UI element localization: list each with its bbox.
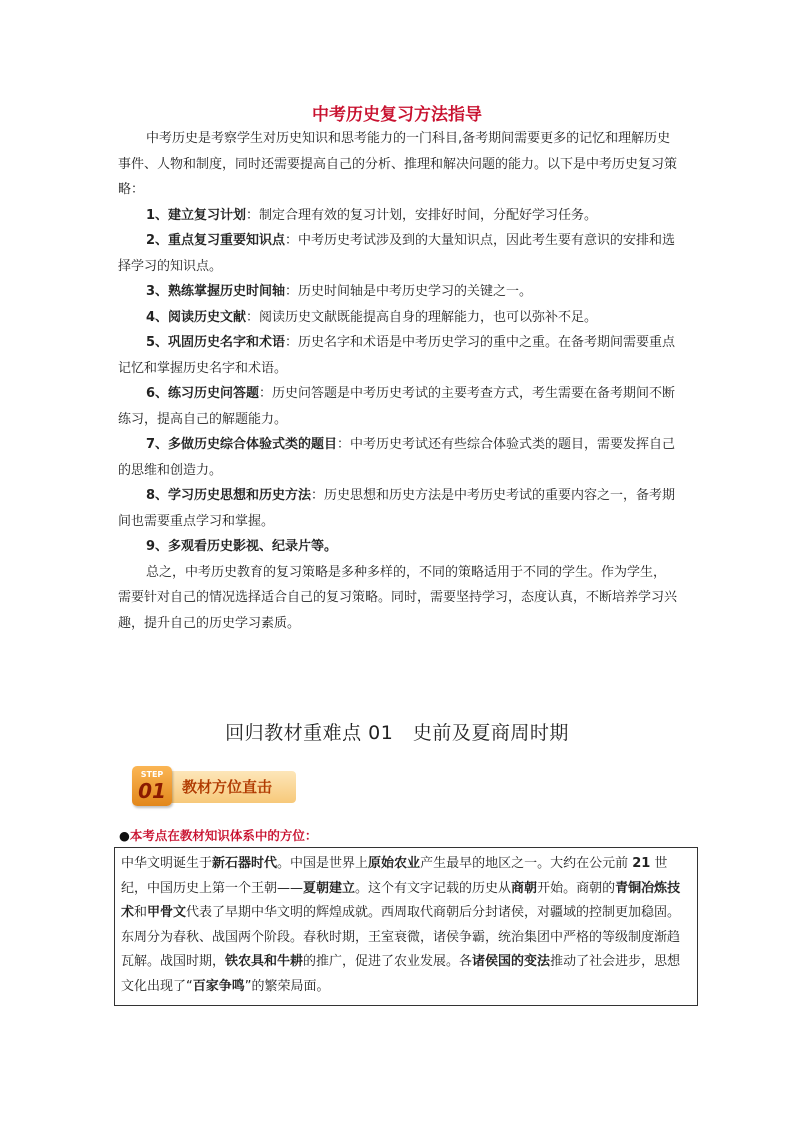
- box-text: 和: [134, 905, 148, 920]
- box-text: 。中国是世界上: [277, 856, 369, 871]
- strategy-label: 3、熟练掌握历史时间轴: [146, 284, 286, 299]
- strategy-text: ：历史思想和历史方法是中考历史考试的重要内容之一，备考期间也需要重点学习和掌握。: [118, 488, 676, 529]
- strategy-text: ：中考历史考试涉及到的大量知识点，因此考生要有意识的安排和选择学习的知识点。: [118, 233, 676, 274]
- box-text: 代表了早期中华文明的辉煌成就。西周取代商朝后分封诸侯，对疆域的控制更加稳固。东周分为春秋、战国两个阶段。春秋时期，王室衰微，诸侯争霸，统治集团中严格的等级制度渐趋瓦解。战国时期，: [121, 905, 681, 969]
- bullet-heading: [119, 826, 317, 844]
- strategy-text: ：阅读历史文献既能提高自身的理解能力，也可以弥补不足。: [246, 309, 598, 325]
- key-term: 21: [632, 856, 651, 871]
- key-term: 商朝: [511, 880, 538, 896]
- key-term: 甲骨文: [147, 905, 187, 920]
- conclusion-paragraph: 总之，中考历史教育的复习策略是多种多样的，不同的策略适用于不同的学生。作为学生，需要针对自己的情况选择适合自己的复习策略。同时，需要坚持学习，态度认真，不断培养学习兴趣，提升自己的历史学习素质。: [118, 564, 678, 631]
- strategy-text: ：历史时间轴是中考历史学习的关键之一。: [285, 284, 533, 299]
- strategy-text: ：制定合理有效的复习计划，安排好时间，分配好学习任务。: [246, 207, 598, 223]
- bullet-dot-icon: ●: [119, 828, 130, 843]
- box-text: ”的繁荣局面。: [244, 978, 330, 994]
- intro-paragraph: 中考历史是考察学生对历史知识和思考能力的一门科目,备考期间需要更多的记忆和理解历史事件、人物和制度，同时还需要提高自己的分析、推理和解决问题的能力。以下是中考历史复习策略：: [118, 131, 678, 197]
- strategy-item: [118, 279, 678, 305]
- strategy-label: 5、巩固历史名字和术语: [146, 335, 286, 350]
- knowledge-box: [114, 847, 698, 1006]
- document-body: [118, 126, 678, 636]
- box-text: 开始。商朝的: [537, 880, 616, 896]
- strategy-item: [118, 432, 678, 483]
- strategy-label: 6、练习历史问答题: [146, 386, 260, 401]
- strategy-label: 9、多观看历史影视、纪录片等。: [146, 539, 338, 554]
- strategy-list: [118, 203, 678, 560]
- step-badge: [132, 766, 172, 806]
- strategy-item: [118, 483, 678, 534]
- box-text: 。这个有文字记载的历史从: [355, 880, 512, 896]
- key-term: 青铜冶炼技术: [121, 880, 681, 920]
- bullet-text: 本考点在教材知识体系中的方位：: [129, 828, 318, 843]
- key-term: 诸侯国的变法: [472, 954, 551, 969]
- step-number: 01: [138, 779, 166, 803]
- strategy-label: 1、建立复习计划: [146, 207, 247, 223]
- strategy-text: ：中考历史考试还有些综合体验式类的题目，需要发挥自己的思维和创造力。: [118, 437, 676, 478]
- strategy-label: 8、学习历史思想和历史方法: [146, 488, 312, 503]
- strategy-item: [118, 381, 678, 432]
- strategy-text: ：历史问答题是中考历史考试的主要考查方式，考生需要在备考期间不断练习，提高自己的解题能力。: [118, 386, 676, 427]
- key-term: 原始农业: [368, 856, 421, 871]
- box-text: 推动了社会进步，思想文化出现了“: [121, 954, 681, 994]
- box-text: 的推广，促进了农业发展。各: [303, 954, 473, 969]
- box-text: 世纪，中国历史上第一个王朝——: [121, 856, 668, 896]
- step-word: STEP: [140, 770, 164, 779]
- key-term: 铁农具和牛耕: [225, 954, 304, 969]
- key-term: 夏朝建立: [303, 880, 356, 896]
- step-banner: [132, 764, 296, 810]
- strategy-label: 7、多做历史综合体验式类的题目: [146, 437, 338, 452]
- strategy-item: [118, 228, 678, 279]
- strategy-item: [118, 203, 678, 229]
- strategy-item: [118, 330, 678, 381]
- strategy-item: [118, 534, 678, 560]
- box-text: 中华文明诞生于: [121, 856, 213, 871]
- key-term: 新石器时代: [212, 856, 278, 871]
- strategy-text: ：历史名字和术语是中考历史学习的重中之重。在备考期间需要重点记忆和掌握历史名字和术语。: [118, 335, 676, 376]
- step-label: 教材方位直击: [182, 778, 273, 796]
- strategy-label: 2、重点复习重要知识点: [146, 233, 286, 248]
- document-title: 中考历史复习方法指导: [312, 105, 482, 125]
- box-text: 产生最早的地区之一。大约在公元前: [420, 856, 633, 871]
- section-title: 回归教材重难点 01 史前及夏商周时期: [225, 722, 569, 744]
- strategy-label: 4、阅读历史文献: [146, 309, 247, 325]
- strategy-item: [118, 305, 678, 331]
- key-term: 百家争鸣: [192, 978, 245, 994]
